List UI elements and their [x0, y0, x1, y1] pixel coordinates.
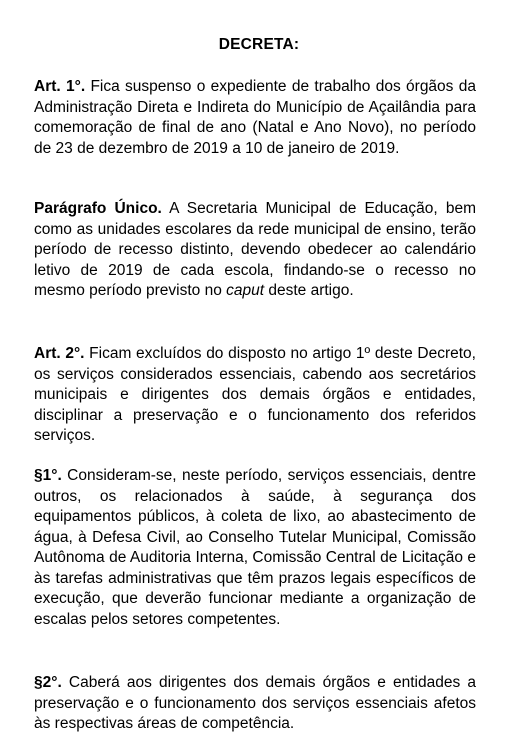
section-2-text: Caberá aos dirigentes dos demais órgãos e entidades a preservação e o funcionamento dos serviços essenciais afetos às respectivas áreas de competência.	[34, 674, 476, 732]
section-2-label: §2°.	[34, 674, 62, 691]
article-1-text: Fica suspenso o expediente de trabalho dos órgãos da Administração Direta e Indireta do Município de Açailândia para comemoração de final de ano (Natal e Ano Novo), no período de 23 de dezembro de 2019 a 10 de janeiro de 2019.	[34, 78, 476, 157]
section-1-label: §1°.	[34, 467, 62, 484]
article-2-paragraph	[34, 344, 476, 447]
sole-paragraph-italic-term: caput	[226, 282, 265, 299]
sole-paragraph-text: A Secretaria Municipal de Educação, bem como as unidades escolares da rede municipal de ensino, terão período de recesso distinto, devendo obedecer ao calendário letivo de 2019 de cada escola, findando-se o recesso no mesmo período previsto no	[34, 200, 476, 299]
article-2-label: Art. 2°.	[34, 345, 85, 362]
sole-paragraph-label: Parágrafo Único.	[34, 200, 162, 217]
article-2-text: Ficam excluídos do disposto no artigo 1º deste Decreto, os serviços considerados essenciais, cabendo aos secretários municipais e dirigentes dos demais órgãos e entidades, disciplinar a preservação e o funcionamento dos referidos serviços.	[34, 345, 476, 444]
article-1-label: Art. 1°.	[34, 78, 86, 95]
section-1-text: Consideram-se, neste período, serviços essenciais, dentre outros, os relacionados à saúde, à segurança dos equipamentos públicos, à coleta de lixo, ao abastecimento de água, à Defesa Civil, ao Conselho Tutelar Municipal, Comissão Autônoma de Auditoria Interna, Comissão Central de Licitação e às tarefas administrativas que têm prazos legais específicos de execução, que deverão funcionar mediante a organização de escalas pelos setores competentes.	[34, 467, 476, 628]
sole-paragraph-text-end: deste artigo.	[264, 282, 354, 299]
document-heading: DECRETA:	[218, 36, 300, 53]
article-1-paragraph	[34, 77, 476, 159]
section-1-paragraph	[34, 466, 476, 630]
sole-paragraph	[34, 199, 476, 302]
section-2-paragraph	[34, 673, 476, 735]
